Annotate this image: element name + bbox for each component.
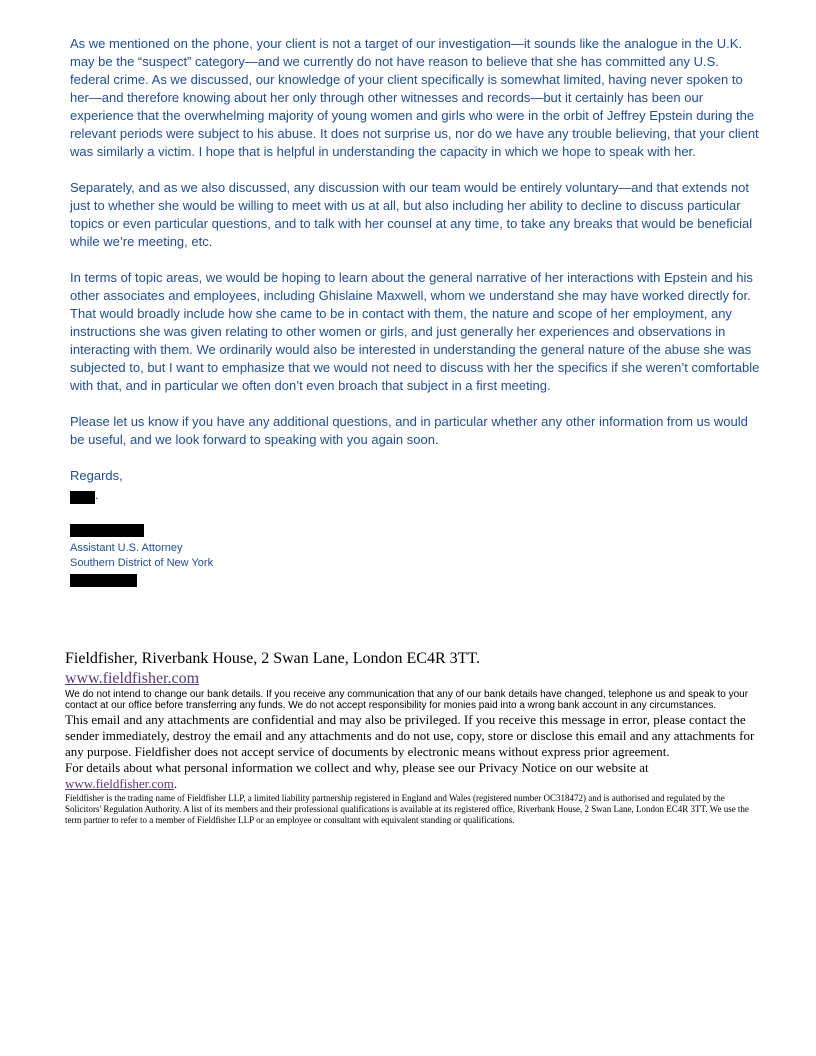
legal-disclaimer: Fieldfisher is the trading name of Fieldfisher LLP, a limited liability partnership registered in England and Wales (registered number OC318472) and is authorised and regulated by the Solicitors' Regulation Authority. A list of its members and their professional qualifications is available at its registered office, Riverbank House, 2 Swan Lane, London EC4R 3TT. We use the term partner to refer to a member of Fieldfisher LLP or an employee or consultant with equivalent standing or qualifications.	[65, 793, 749, 825]
signature-title: Assistant U.S. Attorney	[70, 541, 183, 554]
signature-office: Southern District of New York	[70, 556, 214, 569]
regards-line: Regards,	[70, 468, 123, 483]
sender-name-line	[70, 485, 760, 504]
paragraph-target-status: As we mentioned on the phone, your client is not a target of our investigation—it sounds like the analogue in the U.K. may be the “suspect” category—and we currently do not have reason to believe that she has committed any U.S. federal crime. As we discussed, our knowledge of your client specifically is somewhat limited, having never spoken to her—and therefore knowing about her only through other witnesses and records—but it certainly has been our experience that the overwhelming majority of young women and girls who were in the orbit of Jeffrey Epstein during the relevant periods were subject to his abuse. It does not surprise us, nor do we have any trouble believing, that your client was similarly a victim. I hope that is helpful in understanding the capacity in which we hope to speak with her.	[70, 36, 759, 159]
name-suffix: .	[95, 486, 99, 502]
privacy-website-link[interactable]: www.fieldfisher.com	[65, 776, 174, 791]
email-body	[70, 35, 760, 587]
paragraph-closing: Please let us know if you have any additional questions, and in particular whether any other information from us would be useful, and we look forward to speaking with you again soon.	[70, 414, 748, 447]
redacted-sender-name	[70, 491, 95, 504]
privacy-notice-text: For details about what personal information we collect and why, please see our Privacy Notice on our website at	[65, 760, 649, 775]
paragraph-topic-areas: In terms of topic areas, we would be hoping to learn about the general narrative of her interactions with Epstein and his other associates and employees, including Ghislaine Maxwell, whom we understand she may have worked directly for. That would broadly include how she came to be in contact with them, the nature and scope of her employment, any instructions she was given relating to other women or girls, and just generally her experiences and observations in interacting with them. We ordinarily would also be interested in understanding the general nature of the abuse she was subjected to, but I want to emphasize that we would not need to discuss with her the specifics if she weren’t comfortable with that, and in particular we often don’t even broach that subject in a first meeting.	[70, 270, 760, 393]
redacted-signature-name	[70, 524, 144, 537]
footer-website-link[interactable]: www.fieldfisher.com	[65, 670, 200, 687]
redacted-contact-info	[70, 574, 137, 587]
privacy-end: .	[173, 776, 178, 791]
privacy-notice	[65, 760, 755, 792]
footer-address: Fieldfisher, Riverbank House, 2 Swan Lane, London EC4R 3TT.	[65, 650, 480, 667]
email-footer	[65, 649, 755, 826]
paragraph-voluntary: Separately, and as we also discussed, any discussion with our team would be entirely voluntary—and that extends not just to whether she would be willing to meet with us at all, but also including her ability to decline to discuss particular topics or even particular questions, and to talk with her counsel at any time, to take any breaks that would be beneficial while we’re meeting, etc.	[70, 180, 753, 249]
confidentiality-notice: This email and any attachments are confidential and may also be privileged. If you receive this message in error, please contact the sender immediately, destroy the email and any attachments and do not use, copy, store or disclose this email and any attachments for any purpose. Fieldfisher does not accept service of documents by electronic means without express prior agreement.	[65, 712, 755, 759]
bank-details-notice: We do not intend to change our bank details. If you receive any communication that any of our bank details have changed, telephone us and speak to your contact at our office before transferring any funds. We do not accept responsibility for monies paid into a wrong bank account in any circumstances.	[65, 689, 749, 711]
